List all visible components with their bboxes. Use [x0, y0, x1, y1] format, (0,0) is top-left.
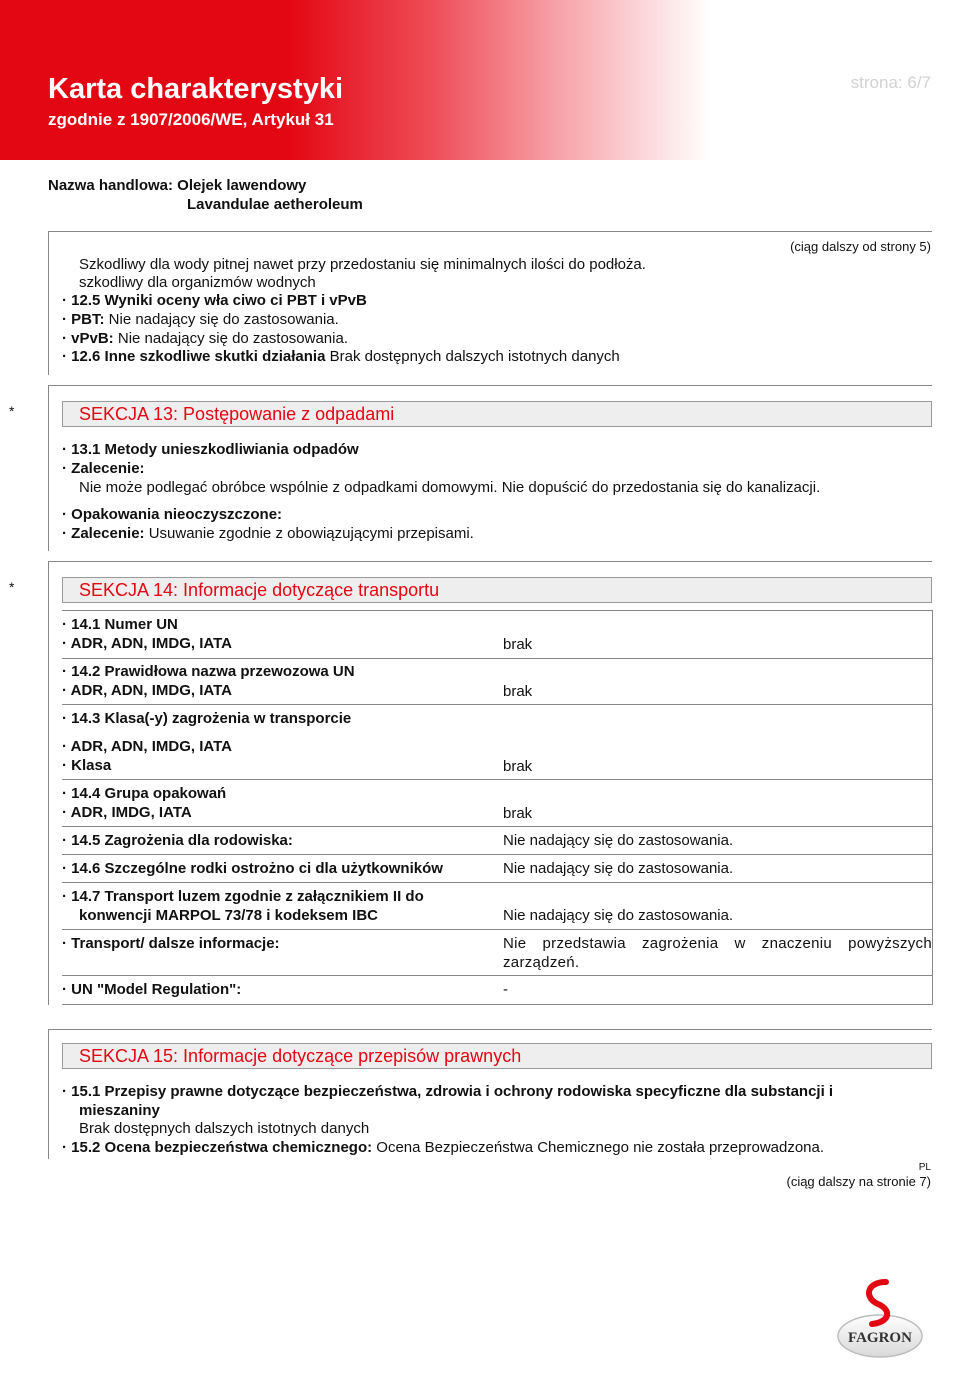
- sec15-line: · 15.2 Ocena bezpieczeństwa chemicznego: Ocena Bezpieczeństwa Chemicznego nie została przeprowadzona.: [62, 1139, 825, 1156]
- transport-row-label: · 14.7 Transport luzem zgodnie z załącznikiem II do: [62, 888, 424, 905]
- changed-marker: *: [9, 403, 15, 419]
- transport-row-label: · 14.1 Numer UN: [62, 616, 178, 633]
- trade-name-line2: Lavandulae aetheroleum: [187, 196, 363, 213]
- sec13-heading: · Zalecenie:: [62, 460, 145, 477]
- divider: [48, 561, 932, 562]
- document-title: Karta charakterystyki: [48, 73, 344, 105]
- page-number: strona: 6/7: [850, 73, 931, 92]
- section-14-title: SEKCJA 14: Informacje dotyczące transportu: [79, 580, 440, 600]
- transport-row-label: · 14.4 Grupa opakowań: [62, 785, 227, 802]
- row-divider: [62, 854, 932, 855]
- transport-row-label: · 14.3 Klasa(-y) zagrożenia w transporcie: [62, 710, 352, 727]
- changed-marker: *: [9, 579, 15, 595]
- divider: [48, 231, 932, 232]
- trade-name: [48, 176, 363, 214]
- transport-row-value: Nie nadający się do zastosowania.: [503, 860, 734, 877]
- language-code: PL: [918, 1162, 931, 1173]
- section-15-title: SEKCJA 15: Informacje dotyczące przepisów prawnych: [79, 1046, 522, 1066]
- transport-row-label: · Klasa: [62, 757, 112, 774]
- print-date: Data druku: 03.10.2014: [763, 100, 931, 117]
- table-border: [932, 610, 933, 1005]
- section-bar: [48, 385, 49, 551]
- transport-row-value: Nie przedstawia zagrożenia w znaczeniu powyższych zarządzeń.: [503, 935, 932, 971]
- sec12-line: Szkodliwy dla wody pitnej nawet przy przedostaniu się minimalnych ilości do podłoża.: [79, 256, 646, 273]
- trade-name-line1: Nazwa handlowa: Olejek lawendowy: [48, 177, 307, 194]
- transport-row-label: · ADR, ADN, IMDG, IATA: [62, 682, 232, 699]
- row-divider: [62, 1004, 932, 1005]
- sec12-line: · 12.6 Inne szkodliwe skutki działania Brak dostępnych dalszych istotnych danych: [62, 348, 620, 365]
- sec12-heading: · 12.5 Wyniki oceny wła ciwo ci PBT i vPvB: [62, 292, 367, 309]
- transport-row-value: brak: [503, 758, 533, 775]
- row-divider: [62, 929, 932, 930]
- row-divider: [62, 610, 932, 611]
- update-date: Aktualizacja: 03.10.2014: [756, 119, 931, 136]
- document-subtitle: zgodnie z 1907/2006/WE, Artykuł 31: [48, 110, 334, 129]
- row-divider: [62, 826, 932, 827]
- transport-row-value: Nie nadający się do zastosowania.: [503, 907, 734, 924]
- row-divider: [62, 882, 932, 883]
- sec15-heading: mieszaniny: [79, 1102, 160, 1119]
- row-divider: [62, 779, 932, 780]
- sec15-heading: · 15.1 Przepisy prawne dotyczące bezpieczeństwa, zdrowia i ochrony rodowiska specyficzne dla substancji i: [62, 1083, 834, 1100]
- sec12-line: szkodliwy dla organizmów wodnych: [79, 274, 316, 291]
- fagron-logo-mark: [836, 1276, 924, 1366]
- section-bar: [48, 231, 49, 375]
- row-divider: [62, 704, 932, 705]
- transport-row-value: brak: [503, 683, 533, 700]
- fagron-logo: [836, 1276, 924, 1366]
- transport-row-value: -: [503, 981, 508, 998]
- sec12-line: · PBT: Nie nadający się do zastosowania.: [62, 311, 339, 328]
- transport-row-value: Nie nadający się do zastosowania.: [503, 832, 734, 849]
- continued-on-note: (ciąg dalszy na stronie 7): [786, 1174, 931, 1189]
- transport-row-value: brak: [503, 636, 533, 653]
- sec13-line: · Zalecenie: Usuwanie zgodnie z obowiązującymi przepisami.: [62, 525, 474, 542]
- sec13-heading: · 13.1 Metody unieszkodliwiania odpadów: [62, 441, 359, 458]
- section-bar: [48, 1029, 49, 1159]
- sec12-line: · vPvB: Nie nadający się do zastosowania.: [62, 330, 348, 347]
- sec13-heading: · Opakowania nieoczyszczone:: [62, 506, 283, 523]
- row-divider: [62, 975, 932, 976]
- transport-row-label: · 14.6 Szczególne rodki ostrożno ci dla użytkowników: [62, 860, 443, 877]
- transport-row-value: brak: [503, 805, 533, 822]
- divider: [48, 385, 932, 386]
- svg-text:FAGRON: FAGRON: [848, 1330, 912, 1346]
- transport-row-label: · ADR, IMDG, IATA: [62, 804, 192, 821]
- transport-row-label: · ADR, ADN, IMDG, IATA: [62, 738, 232, 755]
- section-13-title: SEKCJA 13: Postępowanie z odpadami: [79, 404, 395, 424]
- transport-row-label: · 14.2 Prawidłowa nazwa przewozowa UN: [62, 663, 355, 680]
- sec15-line: Brak dostępnych dalszych istotnych danych: [79, 1120, 370, 1137]
- transport-row-label: · Transport/ dalsze informacje:: [62, 935, 280, 952]
- divider: [48, 1029, 932, 1030]
- row-divider: [62, 658, 932, 659]
- sec13-line: Nie może podlegać obróbce wspólnie z odpadkami domowymi. Nie dopuścić do przedostania się do kanalizacji.: [79, 479, 821, 496]
- transport-row-label: · ADR, ADN, IMDG, IATA: [62, 635, 232, 652]
- continued-from-note: (ciąg dalszy od strony 5): [790, 239, 931, 254]
- transport-row-label: konwencji MARPOL 73/78 i kodeksem IBC: [79, 907, 378, 924]
- transport-row-label: · UN "Model Regulation":: [62, 981, 242, 998]
- transport-row-label: · 14.5 Zagrożenia dla rodowiska:: [62, 832, 293, 849]
- version-number: Numer wersji 24: [815, 138, 931, 155]
- section-bar: [48, 561, 49, 1005]
